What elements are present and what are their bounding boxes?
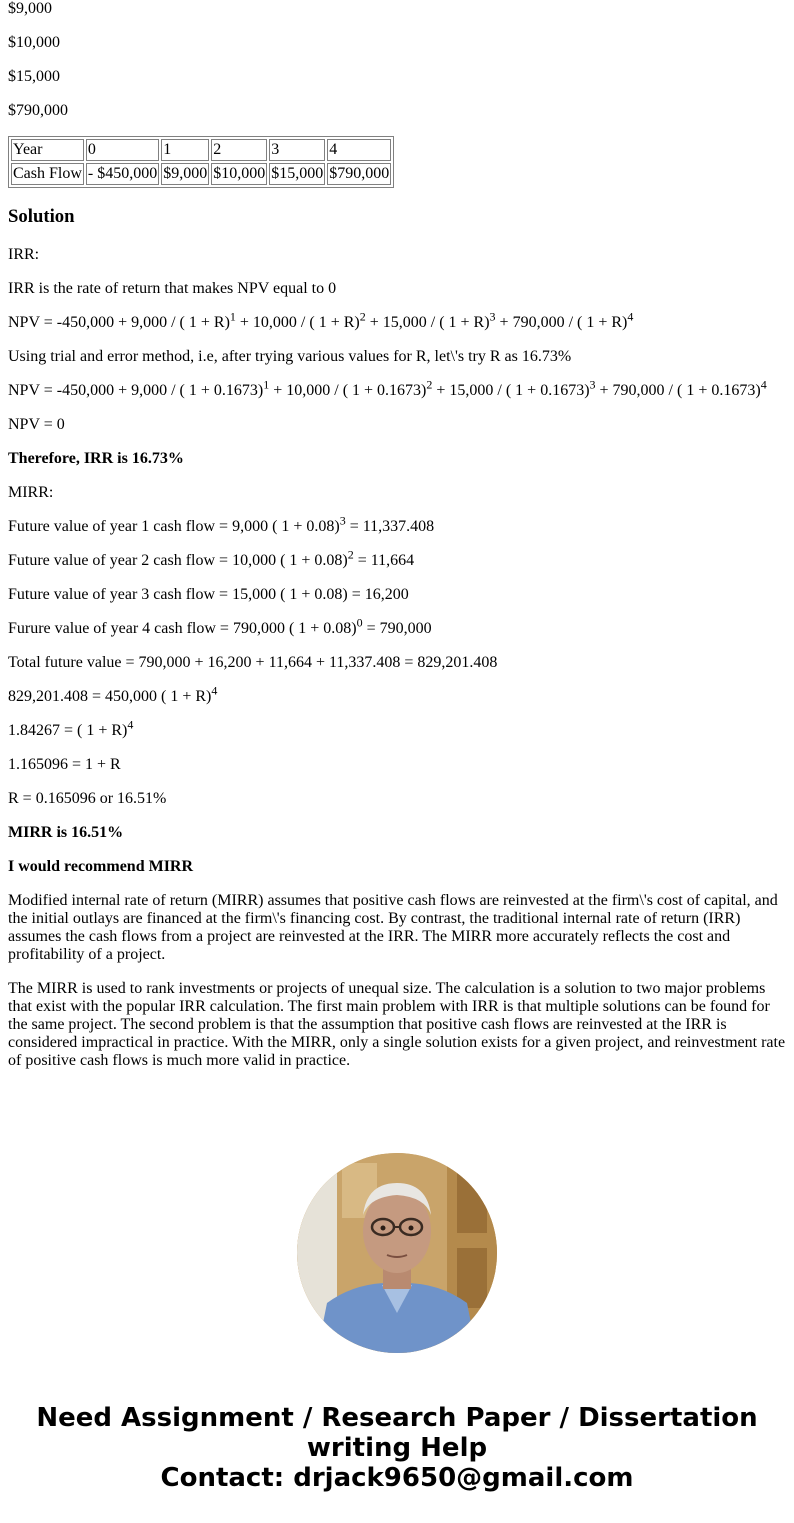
future-value-year-4: Furure value of year 4 cash flow = 790,000 ( 1 + 0.08)$^0$ = 790,000	[8, 615, 432, 637]
irr-label: IRR:	[8, 246, 40, 263]
table-row	[11, 139, 391, 161]
list-item: $9,000	[8, 0, 52, 17]
irr-definition: IRR is the rate of return that makes NPV equal to 0	[8, 280, 337, 297]
list-item: $790,000	[8, 102, 68, 119]
table-cell: 4	[327, 139, 391, 161]
table-cell: 2	[211, 139, 267, 161]
npv-trial-formula: NPV = -450,000 + 9,000 / ( 1 + 0.1673)$^1$ + 10,000 / ( 1 + 0.1673)$^2$ + 15,000 / ( 1 + 0.1673)$^3$ + 790,000 / ( 1 + 0.1673)$^4$	[8, 377, 767, 399]
table-cell: $10,000	[211, 163, 267, 185]
future-value-year-2: Future value of year 2 cash flow = 10,000 ( 1 + 0.08)$^2$ = 11,664	[8, 547, 415, 569]
equation-3: 1.165096 = 1 + R	[8, 756, 121, 773]
table-cell: Cash Flow	[11, 163, 84, 185]
irr-result: Therefore, IRR is 16.73%	[8, 450, 184, 467]
future-value-year-1: Future value of year 1 cash flow = 9,000 ( 1 + 0.08)$^3$ = 11,337.408	[8, 513, 435, 535]
table-row	[11, 163, 391, 185]
future-value-year-3: Future value of year 3 cash flow = 15,000 ( 1 + 0.08) = 16,200	[8, 586, 409, 603]
equation-1: 829,201.408 = 450,000 ( 1 + R)$^4$	[8, 683, 218, 705]
list-item: $10,000	[8, 34, 60, 51]
explanation-paragraph-2: The MIRR is used to rank investments or projects of unequal size. The calculation is a solution to two major problems that exist with the popular IRR calculation. The first main problem with IRR is that multiple solutions can be found for the same project. The second problem is that the assumption that positive cash flows are reinvested at the IRR is considered impractical in practice. With the MIRR, only a single solution exists for a given project, and reinvestment rate of positive cash flows is much more valid in practice.	[8, 980, 786, 1069]
footer-line: Need Assignment / Research Paper / Dissertation	[36, 1403, 758, 1433]
document-body	[8, 0, 786, 1086]
table-cell: 3	[269, 139, 325, 161]
list-item: $15,000	[8, 68, 60, 85]
explanation-paragraph-1: Modified internal rate of return (MIRR) assumes that positive cash flows are reinvested at the firm\'s cost of capital, and the initial outlays are financed at the firm\'s financing cost. By contrast, the traditional internal rate of return (IRR) assumes the cash flows from a project are reinvested at the IRR. The MIRR more accurately reflects the cost and profitability of a project.	[8, 892, 778, 963]
table-cell: Year	[11, 139, 84, 161]
table-cell: 0	[86, 139, 159, 161]
person-photo-icon	[297, 1153, 497, 1353]
mirr-label: MIRR:	[8, 484, 54, 501]
table-cell: - $450,000	[86, 163, 159, 185]
cash-flow-table	[8, 136, 394, 188]
footer-email: Contact: drjack9650@gmail.com	[160, 1463, 634, 1493]
total-future-value: Total future value = 790,000 + 16,200 + 11,664 + 11,337.408 = 829,201.408	[8, 654, 498, 671]
table-cell: 1	[161, 139, 209, 161]
trial-text: Using trial and error method, i.e, after trying various values for R, let\'s try R as 16.73%	[8, 348, 572, 365]
table-cell: $790,000	[327, 163, 391, 185]
npv-zero: NPV = 0	[8, 416, 65, 433]
avatar	[297, 1153, 497, 1353]
equation-2: 1.84267 = ( 1 + R)$^4$	[8, 717, 134, 739]
solution-heading: Solution	[8, 206, 75, 227]
footer-line: writing Help	[306, 1433, 488, 1463]
mirr-result: MIRR is 16.51%	[8, 824, 124, 841]
table-cell: $9,000	[161, 163, 209, 185]
footer-contact	[0, 1403, 794, 1493]
equation-4: R = 0.165096 or 16.51%	[8, 790, 167, 807]
npv-formula: NPV = -450,000 + 9,000 / ( 1 + R)$^1$ + 10,000 / ( 1 + R)$^2$ + 15,000 / ( 1 + R)$^3$ + 790,000 / ( 1 + R)$^4$	[8, 309, 634, 331]
table-cell: $15,000	[269, 163, 325, 185]
recommendation: I would recommend MIRR	[8, 858, 194, 875]
